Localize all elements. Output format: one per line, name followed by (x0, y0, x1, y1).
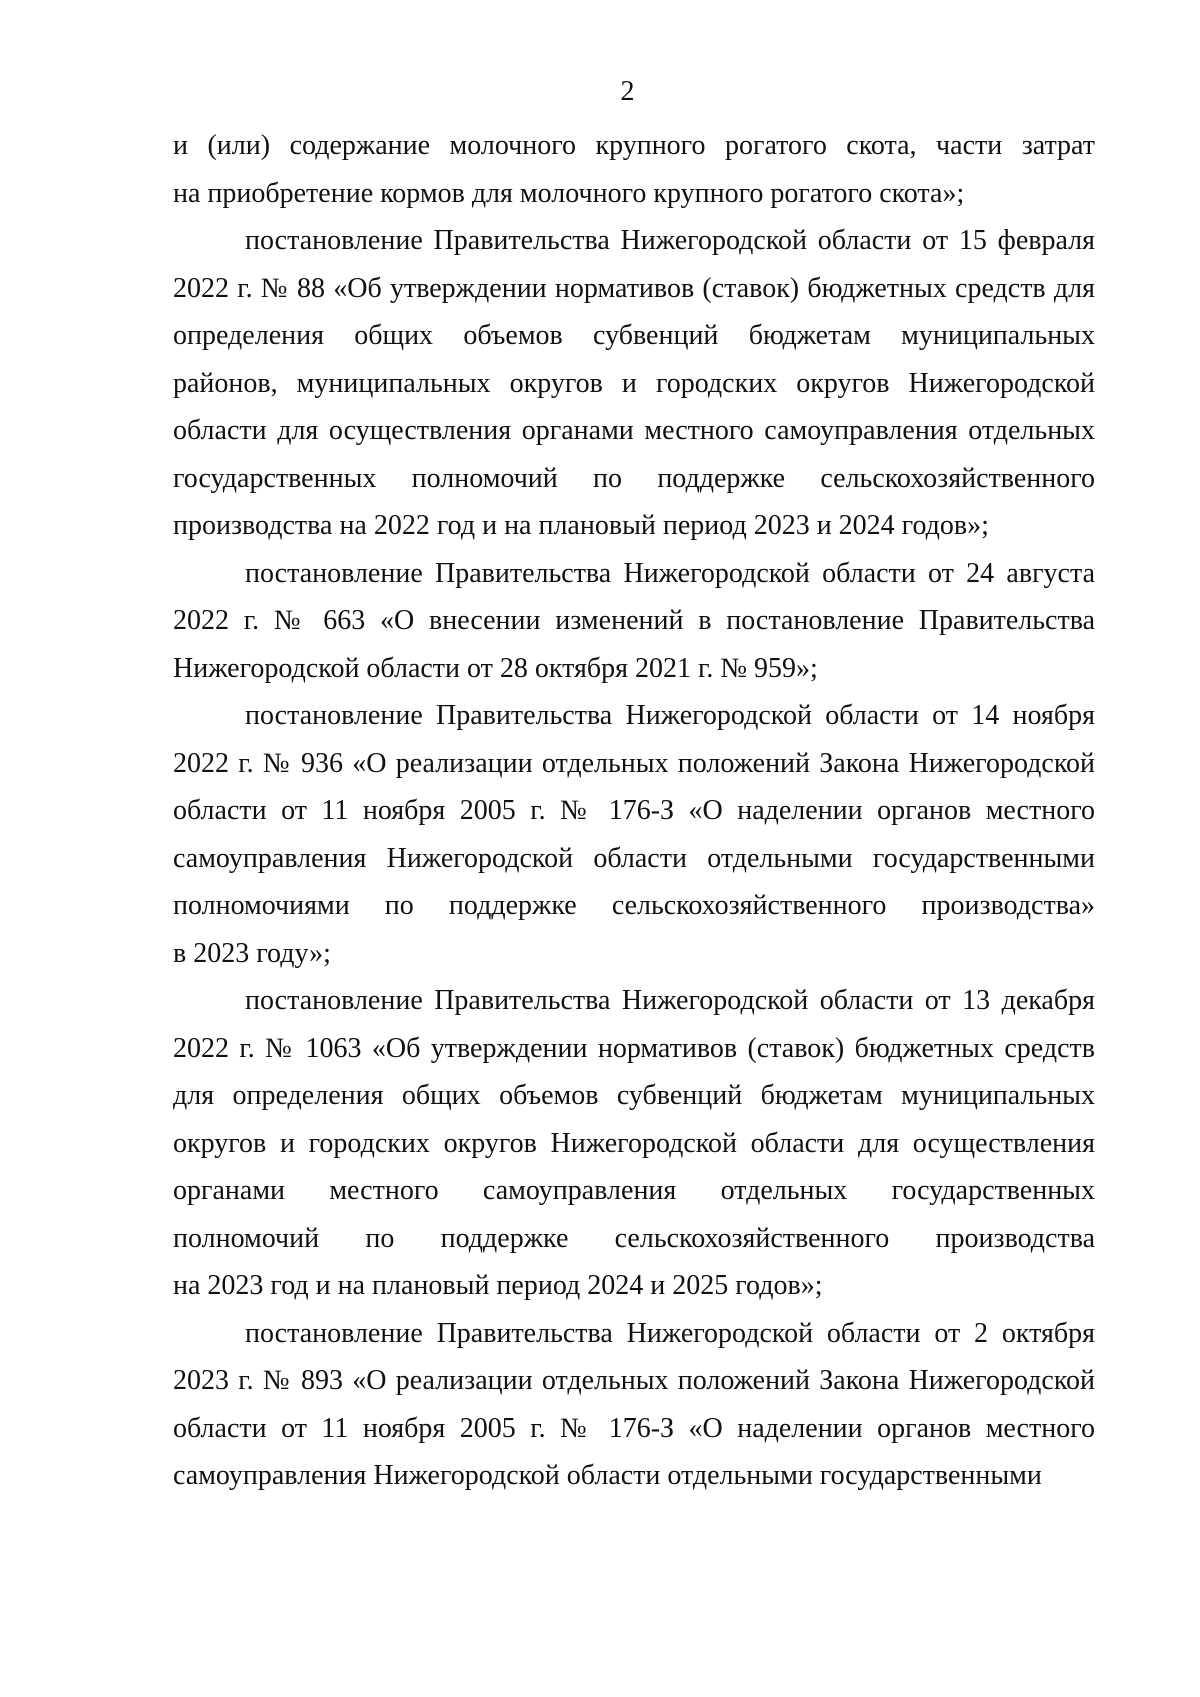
text-line: государственных полномочий по поддержке сельскохозяйственного (173, 462, 1095, 494)
text-line: постановление Правительства Нижегородской области от 13 декабря (245, 985, 1095, 1016)
text-line: области от 11 ноября 2005 г. № 176-З «О наделении органов местного (173, 1412, 1095, 1444)
text-line: 2022 г. № 88 «Об утверждении нормативов (ставок) бюджетных средств для (173, 272, 1095, 304)
paragraph (173, 977, 1095, 1310)
text-line: 2023 г. № 893 «О реализации отдельных положений Закона Нижегородской (173, 1365, 1095, 1396)
text-line: 2022 г. № 1063 «Об утверждении нормативов (ставок) бюджетных средств (173, 1032, 1095, 1064)
text-line: Нижегородской области от 28 октября 2021 г. № 959»; (173, 652, 818, 684)
text-line: районов, муниципальных округов и городских округов Нижегородской (173, 367, 1095, 399)
text-line: для определения общих объемов субвенций бюджетам муниципальных (173, 1080, 1095, 1111)
text-line: постановление Правительства Нижегородской области от 2 октября (245, 1317, 1095, 1349)
paragraph (173, 550, 1095, 693)
text-line: округов и городских округов Нижегородской области для осуществления (173, 1127, 1095, 1159)
text-line: области для осуществления органами местного самоуправления отдельных (173, 415, 1095, 446)
text-line: производства на 2022 год и на плановый период 2023 и 2024 годов»; (173, 510, 989, 541)
paragraph (173, 692, 1095, 977)
text-line: и (или) содержание молочного крупного рогатого скота, части затрат (173, 130, 1095, 161)
text-line: определения общих объемов субвенций бюджетам муниципальных (173, 320, 1095, 351)
paragraph (173, 217, 1095, 550)
text-line: на 2023 год и на плановый период 2024 и 2025 годов»; (173, 1270, 823, 1301)
text-line: самоуправления Нижегородской области отдельными государственными (173, 842, 1095, 874)
text-line: полномочий по поддержке сельскохозяйственного производства (173, 1222, 1095, 1254)
text-line: самоуправления Нижегородской области отдельными государственными (173, 1460, 1042, 1491)
text-line: области от 11 ноября 2005 г. № 176-З «О наделении органов местного (173, 795, 1095, 826)
text-line: 2022 г. № 936 «О реализации отдельных положений Закона Нижегородской (173, 747, 1095, 779)
text-line: на приобретение кормов для молочного крупного рогатого скота»; (173, 177, 965, 209)
text-line: постановление Правительства Нижегородской области от 14 ноября (245, 700, 1095, 731)
paragraph (173, 122, 1095, 217)
document-body (173, 122, 1095, 1500)
paragraph (173, 1310, 1095, 1500)
text-line: полномочиями по поддержке сельскохозяйственного производства» (173, 890, 1095, 921)
text-line: в 2023 году»; (173, 937, 331, 969)
page-number: 2 (620, 76, 635, 107)
text-line: 2022 г. № 663 «О внесении изменений в постановление Правительства (173, 605, 1095, 636)
text-line: постановление Правительства Нижегородской области от 24 августа (245, 557, 1095, 589)
text-line: органами местного самоуправления отдельных государственных (173, 1175, 1095, 1206)
text-line: постановление Правительства Нижегородской области от 15 февраля (245, 225, 1095, 256)
